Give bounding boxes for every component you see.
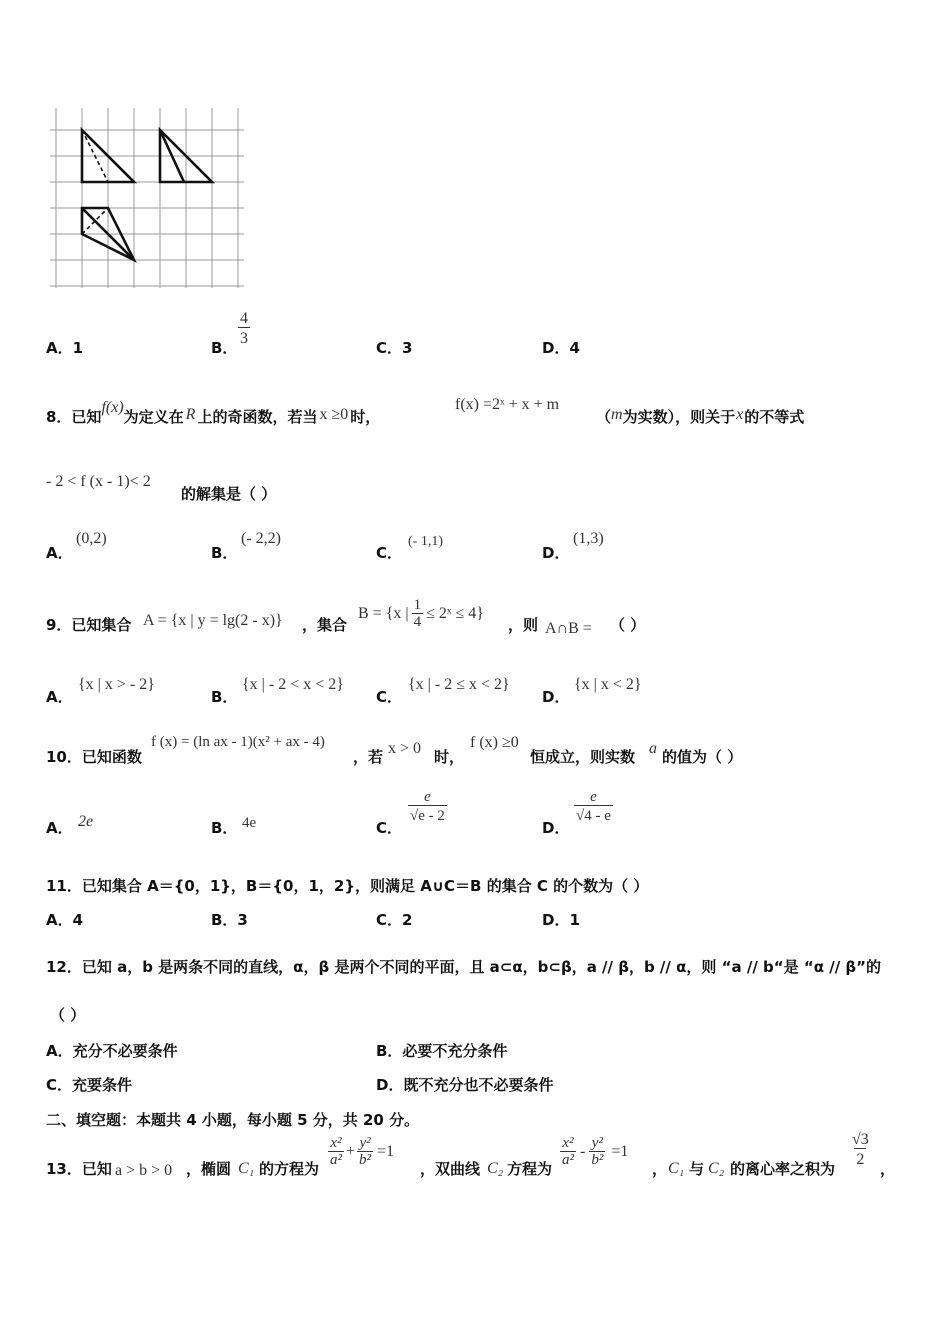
q13-e-x2: x² (330, 1135, 342, 1151)
q13-e-a2: a² (330, 1152, 342, 1168)
q8-option-a-value: (0,2) (76, 530, 107, 547)
q7-b-denominator: 3 (238, 327, 250, 347)
q10-text-1: ，若 (353, 748, 384, 766)
q10-option-b-label: B． (211, 819, 238, 837)
q12-option-b: B．必要不充分条件 (376, 1042, 508, 1060)
q10-d-denominator: √4 - e (574, 805, 613, 824)
q13-h-y2: y² (591, 1135, 603, 1151)
q11-option-d: D．1 (542, 911, 580, 929)
q13-condition: a > b > 0 (115, 1162, 173, 1179)
q8-option-c-label: C． (376, 544, 403, 562)
q10-option-c-fraction (408, 790, 447, 824)
q7-option-d: D．4 (542, 339, 580, 357)
q7-option-b (211, 337, 237, 358)
q8-number: 8．已知 (46, 408, 102, 426)
q13-C1-second: C₁ (668, 1160, 685, 1177)
q13-e-plus: + (346, 1143, 356, 1160)
q13-sqrt3: √3 (852, 1131, 869, 1148)
q8-stem-tail (596, 406, 804, 427)
q13-text-6: 与 (689, 1160, 705, 1178)
q9-option-c-value: {x | - 2 ≤ x < 2} (408, 676, 510, 693)
q11-option-b: B．3 (211, 911, 248, 929)
q13-number: 13．已知 (46, 1160, 112, 1178)
section-2-title: 二、填空题：本题共 4 小题，每小题 5 分，共 20 分。 (46, 1111, 420, 1129)
q13-text-8: ， (880, 1160, 896, 1178)
q13-e-y2: y² (359, 1135, 371, 1151)
q13-text-7: 的离心率之积为 (730, 1160, 836, 1178)
q8-m: m (611, 406, 623, 423)
q9-option-a-label: A． (46, 688, 73, 706)
three-view-grid-figure (50, 108, 245, 290)
q8-condition: x ≥0 (319, 406, 349, 423)
q11-option-c: C．2 (376, 911, 413, 929)
q10-option-a-value: 2e (78, 813, 94, 830)
q8-text-7: 的解集是（ ） (181, 485, 277, 503)
q8-option-c-value: (- 1,1) (408, 534, 443, 549)
q9-set-b-numerator: 1 (413, 597, 422, 613)
q10-condition: x > 0 (388, 740, 422, 757)
q9-option-a-value: {x | x > - 2} (78, 676, 155, 693)
q10-option-d-label: D． (542, 819, 570, 837)
q13-ellipse-equation (328, 1136, 394, 1168)
q8-text-3: 时， (350, 408, 381, 426)
q8-text-4: （ (596, 408, 612, 426)
q10-inequality: f (x) ≥0 (470, 734, 519, 751)
q12-option-d: D．既不充分也不必要条件 (376, 1076, 554, 1094)
q8-option-a-label: A． (46, 544, 73, 562)
q10-d-numerator: e (590, 789, 597, 805)
q13-C2-second: C₂ (708, 1160, 725, 1177)
q7-option-a: A．1 (46, 339, 84, 357)
q10-option-c-label: C． (376, 819, 403, 837)
q10-c-numerator: e (424, 789, 431, 805)
q7-b-numerator: 4 (240, 310, 248, 327)
q9-option-b-label: B． (211, 688, 238, 706)
q12-option-c: C．充要条件 (46, 1076, 133, 1094)
q10-option-d-fraction (574, 790, 613, 824)
q9-text-3: （ ） (610, 616, 646, 634)
q12-paren: （ ） (50, 1006, 86, 1024)
q13-e-b2: b² (359, 1152, 372, 1168)
q8-stem (46, 399, 381, 427)
q8-R: R (185, 406, 196, 423)
q13-e-eq1: =1 (377, 1143, 395, 1160)
q12-stem: 12．已知 a，b 是两条不同的直线，α，β 是两个不同的平面，且 a⊂α，b⊂β，a // β，b // α，则 “a // b“是 “α // β”的 (46, 958, 881, 976)
q9-text-2: ，则 (508, 616, 539, 634)
q10-number: 10．已知函数 (46, 748, 142, 766)
q8-option-d-label: D． (542, 544, 570, 562)
q13-h-x2: x² (562, 1135, 574, 1151)
q8-text-6: 的不等式 (744, 408, 805, 426)
q8-text-5: 为实数），则关于 (622, 408, 736, 426)
q13-h-b2: b² (591, 1152, 604, 1168)
q8-fx: f(x) (101, 399, 124, 416)
q7-option-b-fraction (238, 311, 250, 347)
q9-option-b-value: {x | - 2 < x < 2} (242, 676, 344, 693)
q10-text-2: 时， (434, 748, 465, 766)
q13-text-4: 方程为 (507, 1160, 553, 1178)
q13-text-3: ，双曲线 (420, 1160, 481, 1178)
q8-inequality: - 2 < f (x - 1)< 2 (46, 473, 151, 490)
q9-number: 9．已知集合 (46, 616, 132, 634)
q13-two: 2 (854, 1148, 866, 1168)
q9-set-b-post: ≤ 2ˣ ≤ 4} (426, 605, 484, 622)
q9-option-d-value: {x | x < 2} (574, 676, 642, 693)
q13-C2: C₂ (487, 1160, 504, 1177)
q9-option-c-label: C． (376, 688, 403, 706)
q11-option-a: A．4 (46, 911, 84, 929)
q13-text-1: ，椭圆 (186, 1160, 232, 1178)
q9-set-a: A = {x | y = lg(2 - x)} (143, 612, 283, 629)
q13-product-fraction (850, 1132, 871, 1168)
q9-set-b-denominator: 4 (413, 614, 422, 630)
q8-formula: f(x) =2ˣ + x + m (455, 396, 560, 413)
q10-c-denominator: √e - 2 (408, 805, 447, 824)
q8-option-d-value: (1,3) (573, 530, 604, 547)
q8-text-1: 为定义在 (123, 408, 184, 426)
q13-hyperbola-equation (560, 1136, 628, 1168)
q8-text-2: 上的奇函数，若当 (197, 408, 318, 426)
q13-C1: C₁ (238, 1160, 255, 1177)
q7-option-c: C．3 (376, 339, 413, 357)
q8-option-b-value: (- 2,2) (241, 530, 281, 547)
q8-option-b-label: B． (211, 544, 238, 562)
q13-h-a2: a² (562, 1152, 574, 1168)
q13-h-minus: - (580, 1143, 586, 1160)
q11-stem: 11．已知集合 A＝{0，1}，B＝{0，1，2}，则满足 A∪C＝B 的集合 C 的个数为（ ） (46, 877, 649, 895)
q9-set-b (358, 598, 484, 630)
q9-text-1: ，集合 (302, 616, 348, 634)
grid-lines (50, 108, 244, 288)
q12-option-a: A．充分不必要条件 (46, 1042, 178, 1060)
q10-text-4: 的值为（ ） (662, 748, 743, 766)
q8-x: x (736, 406, 744, 423)
q13-h-eq1: =1 (611, 1143, 629, 1160)
q10-function: f (x) = (ln ax - 1)(x² + ax - 4) (151, 734, 325, 750)
q10-option-b-value: 4e (242, 815, 257, 831)
q9-set-b-pre: B = {x | (358, 605, 409, 622)
q9-intersection: A∩B = (545, 620, 592, 637)
q7-option-b-label: B． (211, 339, 238, 357)
q13-text-5: ， (652, 1160, 668, 1178)
q13-text-2: 的方程为 (259, 1160, 320, 1178)
q9-option-d-label: D． (542, 688, 570, 706)
q10-a: a (649, 740, 657, 757)
q10-text-3: 恒成立，则实数 (530, 748, 636, 766)
q10-option-a-label: A． (46, 819, 73, 837)
